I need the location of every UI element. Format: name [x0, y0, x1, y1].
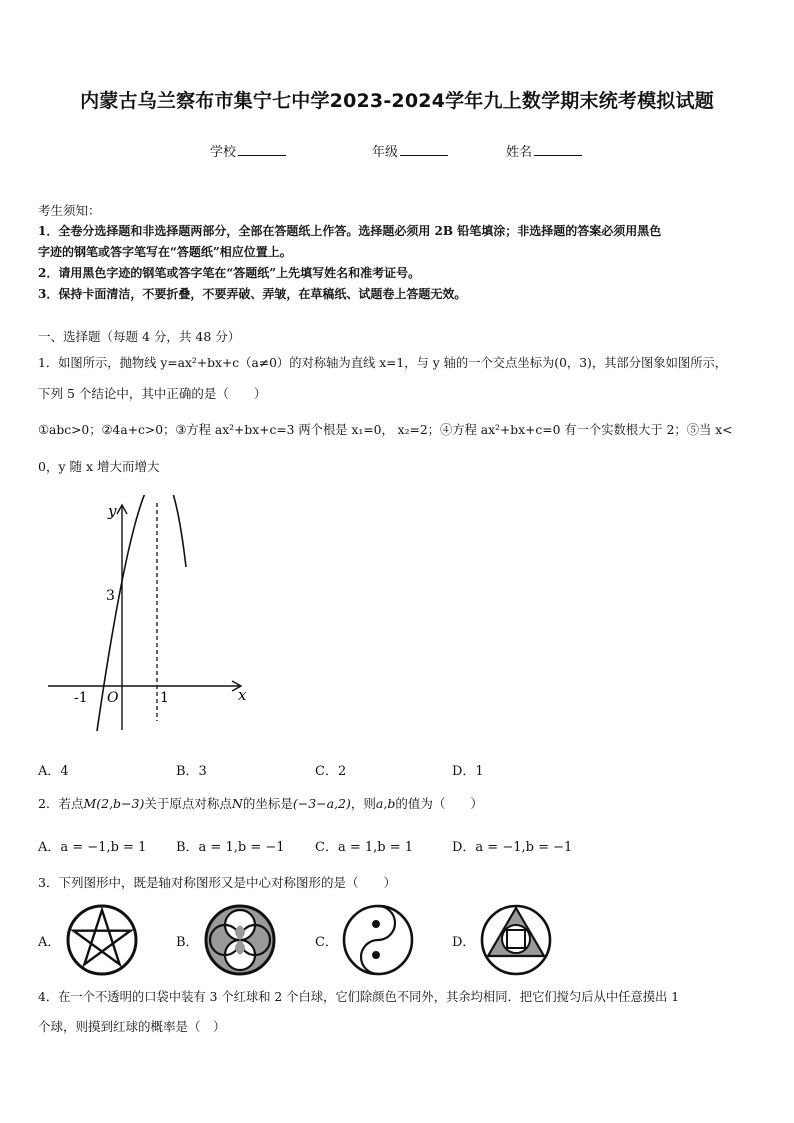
q2-text-a: 2．若点: [38, 796, 84, 811]
q3-label-a: A．: [38, 935, 61, 950]
q2-option-b: B．a = 1,b = −1: [176, 840, 285, 855]
y-tick-3: 3: [106, 588, 115, 604]
q4-line1: 4．在一个不透明的口袋中装有 3 个红球和 2 个白球，它们除颜色不同外，其余均相同．把它们搅匀后从中任意摸出 1: [38, 990, 680, 1004]
q4-line2: 个球，则摸到红球的概率是（ ）: [38, 1019, 226, 1034]
pentagram-in-circle-figure: [64, 902, 140, 978]
name-field: [506, 141, 582, 160]
name-blank: [534, 144, 582, 156]
q3-label-b: B．: [176, 935, 199, 950]
grade-label: 年级: [372, 145, 399, 160]
q2-option-d: D．a = −1,b = −1: [452, 840, 573, 855]
q1-line3: ①abc>0；②4a+c>0；③方程 ax²+bx+c=3 两个根是 x₁=0， x₂=2；④方程 ax²+bx+c=0 有一个实数根大于 2；⑤当 x<: [38, 423, 733, 437]
q3-label-c: C．: [315, 935, 338, 950]
q1-option-c: C．2: [315, 764, 347, 779]
q3-label-d: D．: [452, 935, 476, 950]
exam-title: 内蒙古乌兰察布市集宁七中学2023-2024学年九上数学期末统考模拟试题: [80, 90, 714, 112]
q1-line4: 0，y 随 x 增大而增大: [38, 459, 160, 474]
q1-option-a: A．4: [38, 764, 69, 779]
q2-question: [38, 793, 483, 814]
yin-yang-figure: [340, 902, 416, 978]
school-field: [210, 141, 286, 160]
q1-line2: 下列 5 个结论中，其中正确的是（ ）: [38, 386, 267, 401]
notice-heading: 考生须知：: [38, 203, 101, 218]
section-heading: 一、选择题（每题 4 分，共 48 分）: [38, 329, 241, 344]
notice-item-2: 2．请用黑色字迹的钢笔或答字笔在“答题纸”上先填写姓名和准考证号。: [38, 266, 421, 280]
y-axis-label: y: [108, 502, 117, 520]
notice-item-3: 3．保持卡面清洁，不要折叠，不要弄破、弄皱，在草稿纸、试题卷上答题无效。: [38, 287, 467, 301]
name-label: 姓名: [506, 145, 533, 160]
origin-label: O: [107, 690, 119, 706]
grade-blank: [400, 144, 448, 156]
grade-field: [372, 141, 448, 160]
q2-vars: a,b: [375, 796, 396, 811]
q2-text-c: 的坐标是: [242, 796, 293, 811]
x-tick-1: 1: [160, 690, 169, 706]
q2-point-m: M(2,b−3): [83, 796, 145, 811]
q2-text-b: 关于原点对称点: [144, 796, 232, 811]
notice-item-1: 1．全卷分选择题和非选择题两部分，全部在答题纸上作答。选择题必须用 2B 铅笔填涂；非选择题的答案必须用黑色: [38, 224, 662, 238]
q2-point-n: N: [231, 796, 243, 811]
school-label: 学校: [210, 145, 237, 160]
q2-option-a: A．a = −1,b = 1: [38, 840, 147, 855]
x-tick-neg1: -1: [74, 690, 88, 706]
parabola-graph: [40, 495, 260, 740]
four-circles-figure: [202, 902, 278, 978]
q2-text-e: 的值为（ ）: [395, 796, 483, 811]
q3-question: 3．下列图形中，既是轴对称图形又是中心对称图形的是（ ）: [38, 875, 396, 890]
x-axis-label: x: [238, 686, 247, 704]
q1-option-b: B．3: [176, 764, 207, 779]
notice-item-1-cont: 字迹的钢笔或答字笔写在“答题纸”相应位置上。: [38, 245, 292, 259]
q2-coord: (−3−a,2): [292, 796, 351, 811]
q2-text-d: ，则: [350, 796, 376, 811]
triangle-square-figure: [478, 902, 554, 978]
q1-line1: 1．如图所示，抛物线 y=ax²+bx+c（a≠0）的对称轴为直线 x=1，与 y 轴的一个交点坐标为(0，3)，其部分图象如图所示，: [38, 356, 728, 370]
q2-option-c: C．a = 1,b = 1: [315, 840, 414, 855]
q1-option-d: D．1: [452, 764, 484, 779]
school-blank: [238, 144, 286, 156]
